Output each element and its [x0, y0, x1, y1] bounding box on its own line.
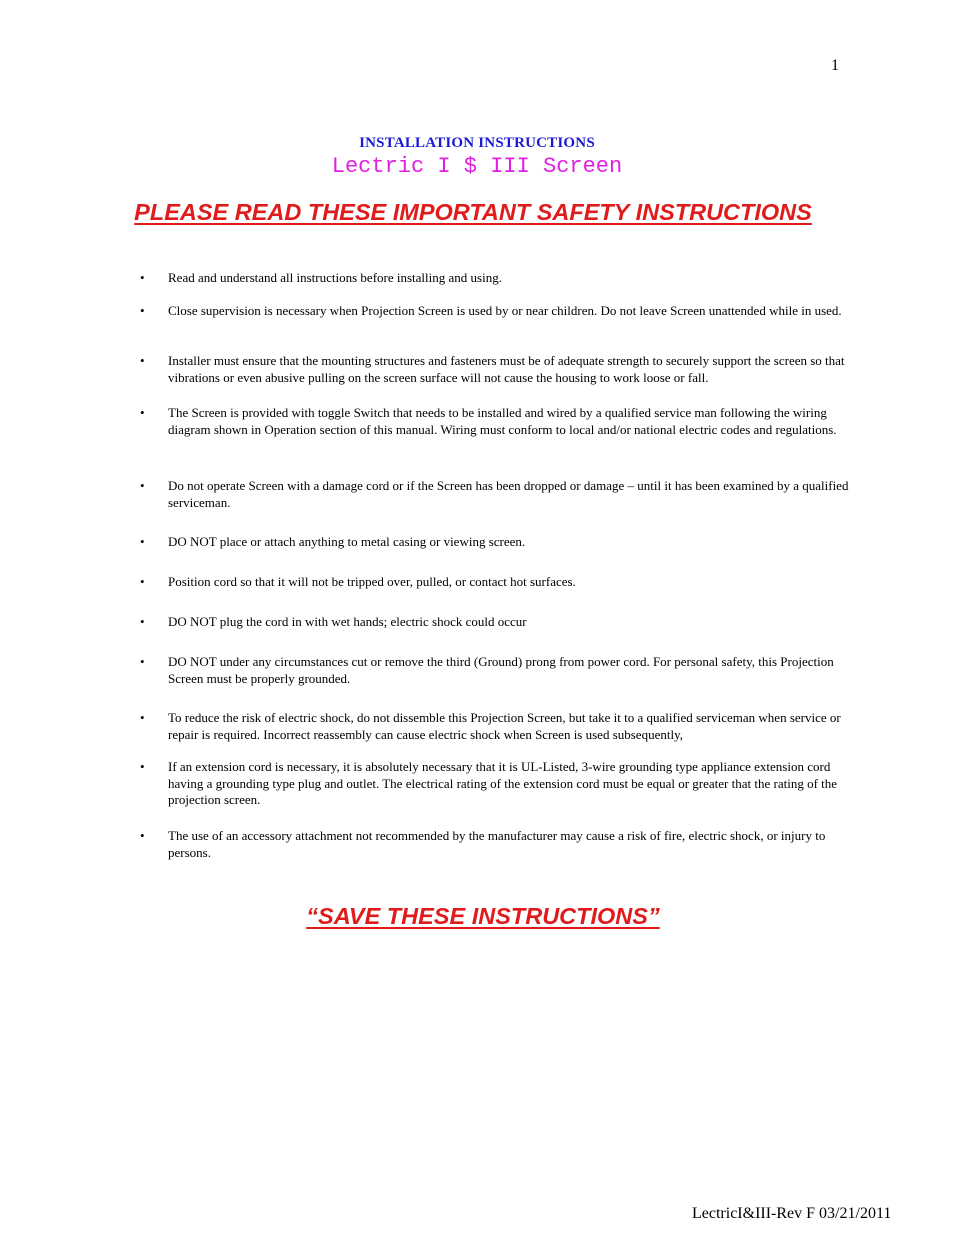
bullet-text: Do not operate Screen with a damage cord or if the Screen has been dropped or damage – until it has been examined by a qualified serviceman. [168, 478, 849, 510]
bullet-dot-icon: • [140, 614, 145, 629]
bullet-text: To reduce the risk of electric shock, do not dissemble this Projection Screen, but take it to a qualified serviceman when service or repair is required. Incorrect reassembly can cause electric shock when Screen is used subsequently, [168, 710, 841, 742]
bullet-dot-icon: • [140, 303, 145, 318]
bullet-dot-icon: • [140, 654, 145, 669]
bullet-dot-icon: • [140, 405, 145, 420]
bullet-text: The use of an accessory attachment not recommended by the manufacturer may cause a risk of fire, electric shock, or injury to persons. [168, 828, 826, 860]
bullet-text: Installer must ensure that the mounting structures and fasteners must be of adequate strength to securely support the screen so that vibrations or even abusive pulling on the screen surface will not cause the housing to work loose or fall. [168, 353, 845, 385]
bullet-text: DO NOT place or attach anything to metal casing or viewing screen. [168, 534, 526, 549]
bullet-dot-icon: • [140, 828, 145, 843]
save-instructions-title: “SAVE THESE INSTRUCTIONS” [306, 903, 660, 929]
bullet-text: Read and understand all instructions before installing and using. [168, 270, 502, 285]
bullet-text: Close supervision is necessary when Projection Screen is used by or near children. Do not leave Screen unattended while in used. [168, 303, 842, 318]
revision-footer: LectricI&III-Rev F 03/21/2011 [692, 1205, 892, 1222]
bullet-dot-icon: • [140, 270, 145, 285]
safety-title: PLEASE READ THESE IMPORTANT SAFETY INSTRUCTIONS [134, 199, 812, 225]
bullet-dot-icon: • [140, 759, 145, 774]
product-title: Lectric I $ III Screen [331, 154, 623, 179]
bullet-dot-icon: • [140, 710, 145, 725]
bullet-dot-icon: • [140, 478, 145, 493]
bullet-dot-icon: • [140, 574, 145, 589]
bullet-dot-icon: • [140, 353, 145, 368]
installation-heading: INSTALLATION INSTRUCTIONS [359, 135, 595, 151]
page-number: 1 [831, 57, 839, 74]
bullet-text: If an extension cord is necessary, it is absolutely necessary that it is UL-Listed, 3-wire grounding type appliance extension cord having a grounding type plug and outlet. The electrical rating of the extension cord must be equal or greater that the rating of the projection screen. [168, 759, 838, 807]
bullet-dot-icon: • [140, 534, 145, 549]
bullet-text: DO NOT under any circumstances cut or remove the third (Ground) prong from power cord. For personal safety, this Projection Screen must be properly grounded. [168, 654, 834, 686]
bullet-text: Position cord so that it will not be tripped over, pulled, or contact hot surfaces. [168, 574, 576, 589]
bullet-text: The Screen is provided with toggle Switch that needs to be installed and wired by a qualified service man following the wiring diagram shown in Operation section of this manual. Wiring must conform to local and/or national electric codes and regulations. [168, 405, 837, 437]
bullet-text: DO NOT plug the cord in with wet hands; electric shock could occur [168, 614, 527, 629]
